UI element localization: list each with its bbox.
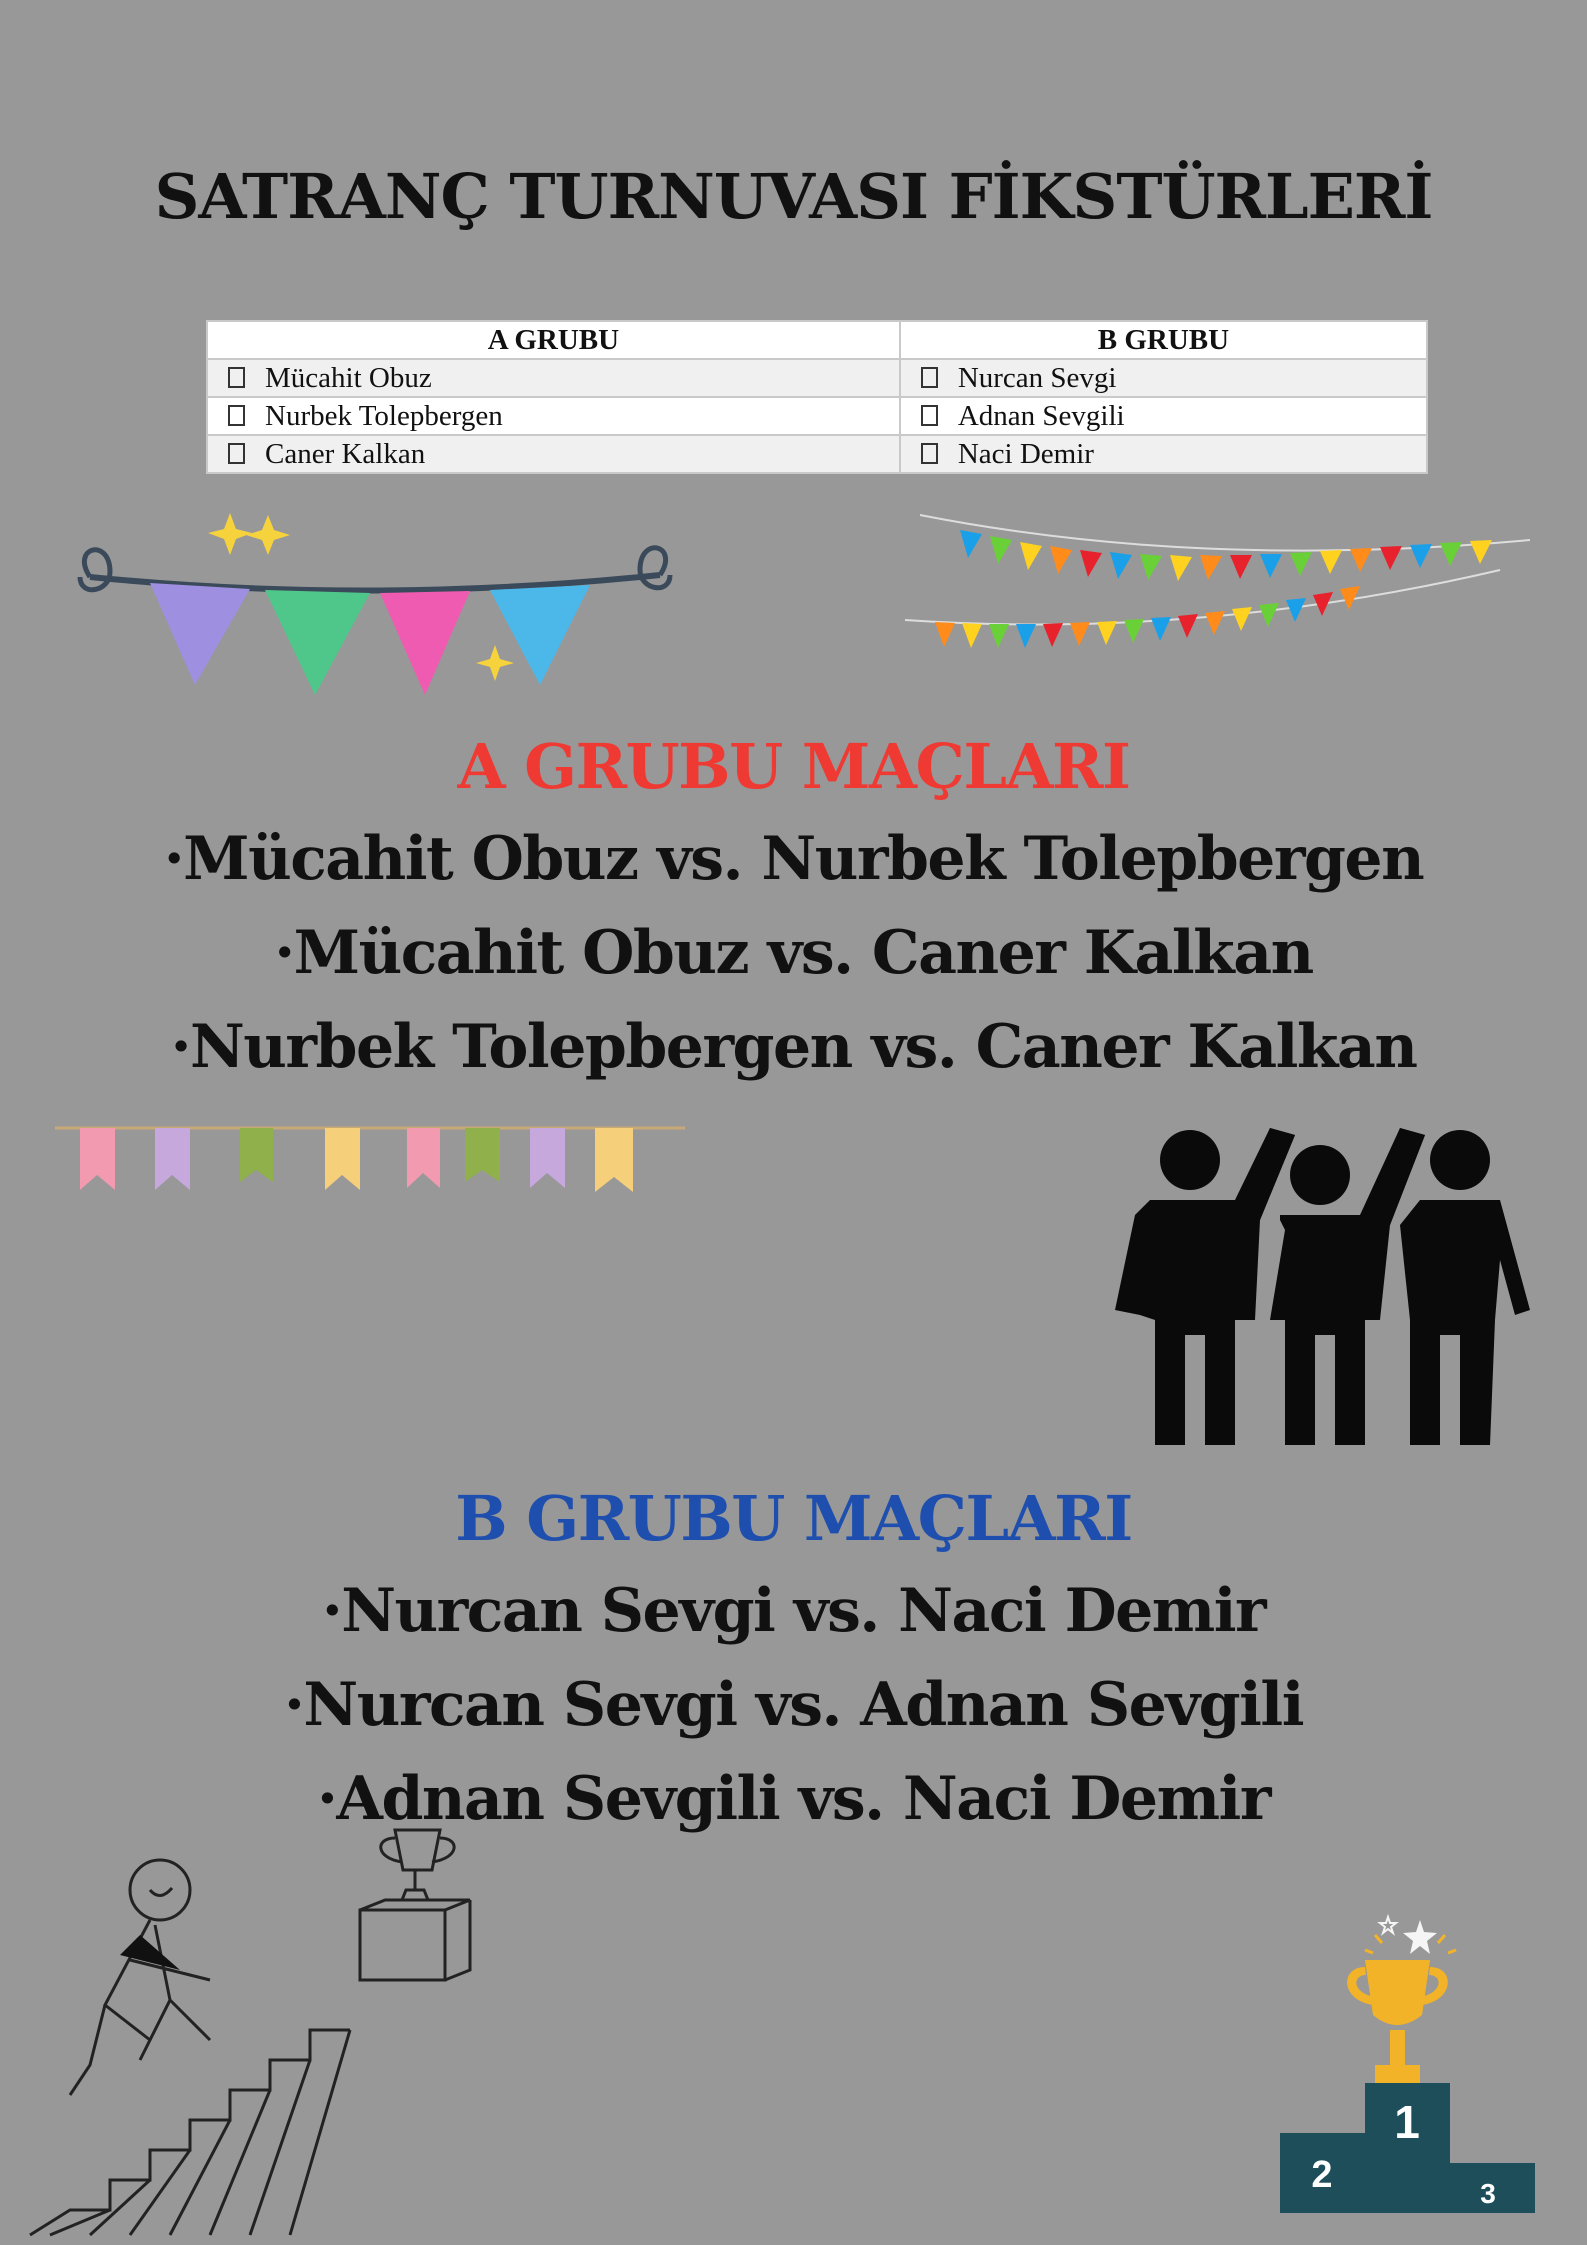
table-cell — [900, 397, 1427, 435]
groups-table — [206, 320, 1428, 474]
table-cell — [207, 397, 900, 435]
table-row — [207, 359, 1427, 397]
checkbox-icon — [228, 405, 245, 426]
group-b-match-2: ·Nurcan Sevgi vs. Adnan Sevgili — [283, 1670, 1304, 1740]
checkbox-icon — [921, 443, 938, 464]
group-a-heading: A GRUBU MAÇLARI — [457, 730, 1130, 803]
podium-label-third: 3 — [1480, 2178, 1496, 2209]
group-b-match-1: ·Nurcan Sevgi vs. Naci Demir — [321, 1576, 1266, 1646]
table-header-row — [207, 321, 1427, 359]
checkbox-icon — [228, 443, 245, 464]
podium-trophy-icon — [1280, 1905, 1540, 2225]
group-b-heading: B GRUBU MAÇLARI — [455, 1482, 1132, 1555]
checkbox-icon — [228, 367, 245, 388]
page-title: SATRANÇ TURNUVASI FİKSTÜRLERİ — [154, 160, 1433, 233]
stairs-trophy-sketch-icon — [10, 1740, 510, 2240]
small-flag-garland-icon — [55, 1120, 690, 1200]
team-people-icon — [1110, 1120, 1540, 1450]
table-header-b: B GRUBU — [900, 321, 1427, 359]
table-cell — [900, 435, 1427, 473]
player-name: Naci Demir — [957, 438, 1094, 470]
table-header-a: A GRUBU — [207, 321, 900, 359]
checkbox-icon — [921, 405, 938, 426]
player-name: Nurbek Tolepbergen — [265, 400, 503, 432]
checkbox-icon — [921, 367, 938, 388]
player-name: Nurcan Sevgi — [957, 362, 1117, 394]
podium-label-second: 2 — [1311, 2154, 1333, 2196]
player-name: Adnan Sevgili — [957, 400, 1125, 432]
group-b-match-3: ·Adnan Sevgili vs. Naci Demir — [317, 1764, 1270, 1834]
podium-label-first: 1 — [1394, 2096, 1420, 2148]
table-row — [207, 435, 1427, 473]
player-name: Mücahit Obuz — [265, 362, 432, 394]
player-name: Caner Kalkan — [265, 438, 426, 470]
table-row — [207, 397, 1427, 435]
group-a-match-1: ·Mücahit Obuz vs. Nurbek Tolepbergen — [163, 824, 1424, 894]
table-cell — [900, 359, 1427, 397]
group-a-match-3: ·Nurbek Tolepbergen vs. Caner Kalkan — [170, 1012, 1417, 1082]
bunting-banner-icon — [50, 505, 690, 705]
group-a-match-2: ·Mücahit Obuz vs. Caner Kalkan — [274, 918, 1313, 988]
table-cell — [207, 359, 900, 397]
colorful-flag-garland-icon — [900, 510, 1540, 670]
table-cell — [207, 435, 900, 473]
